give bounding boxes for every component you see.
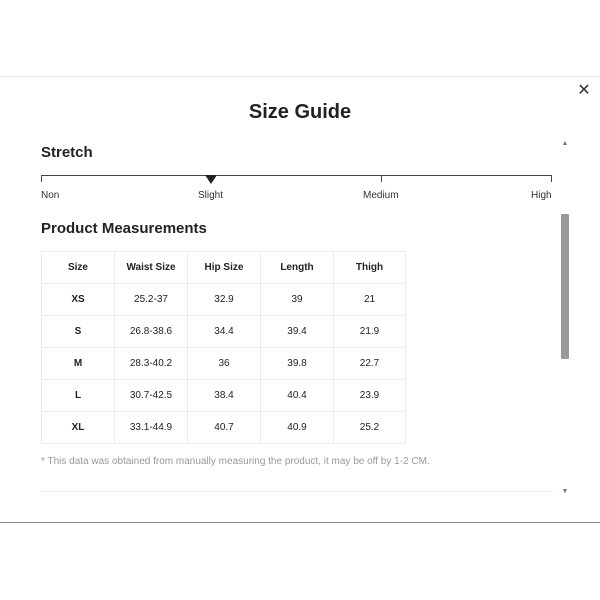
table-row [42,412,406,444]
cell-hip-size: 32.9 [188,284,261,316]
measurements-table [41,251,406,444]
table-row [42,284,406,316]
stretch-tick-medium [381,175,382,182]
cell-size: S [42,316,115,348]
size-guide-modal [0,76,600,523]
modal-content [41,77,553,522]
table-row [42,380,406,412]
cell-hip-size: 36 [188,348,261,380]
chevron-up-icon[interactable]: ▲ [561,140,569,147]
cell-thigh: 25.2 [334,412,406,444]
table-row [42,348,406,380]
stretch-label-non: Non [41,190,60,201]
modal-title: Size Guide [248,101,352,123]
cell-waist-size: 30.7-42.5 [115,380,188,412]
cell-length: 40.4 [261,380,334,412]
column-header-size: Size [42,252,115,284]
cell-waist-size: 28.3-40.2 [115,348,188,380]
cell-length: 39.4 [261,316,334,348]
table-row [42,316,406,348]
cell-size: XL [42,412,115,444]
section-divider [41,491,553,492]
table-header-row [42,252,406,284]
cell-hip-size: 40.7 [188,412,261,444]
cell-length: 40.9 [261,412,334,444]
cell-waist-size: 26.8-38.6 [115,316,188,348]
cell-hip-size: 34.4 [188,316,261,348]
cell-size: L [42,380,115,412]
stretch-title: Stretch [41,144,93,161]
close-icon[interactable]: ✕ [577,82,591,99]
product-measurements-title: Product Measurements [41,220,207,237]
cell-thigh: 21 [334,284,406,316]
column-header-hip-size: Hip Size [188,252,261,284]
cell-waist-size: 25.2-37 [115,284,188,316]
stretch-tick-high [551,175,552,182]
scrollbar-thumb[interactable] [561,214,569,359]
column-header-thigh: Thigh [334,252,406,284]
measurement-note: * This data was obtained from manually measuring the product, it may be off by 1-2 CM. [41,456,430,467]
cell-size: M [42,348,115,380]
stretch-scale-line [41,175,552,176]
cell-hip-size: 38.4 [188,380,261,412]
cell-length: 39.8 [261,348,334,380]
cell-length: 39 [261,284,334,316]
column-header-length: Length [261,252,334,284]
column-header-waist-size: Waist Size [115,252,188,284]
chevron-down-icon[interactable]: ▼ [561,488,569,495]
cell-thigh: 22.7 [334,348,406,380]
stretch-tick-non [41,175,42,182]
cell-thigh: 23.9 [334,380,406,412]
cell-waist-size: 33.1-44.9 [115,412,188,444]
stretch-label-high: High [531,190,552,201]
stretch-label-slight: Slight [198,190,224,201]
cell-size: XS [42,284,115,316]
stretch-scale [41,175,552,203]
triangle-down-icon [205,175,217,184]
stretch-label-medium: Medium [363,190,399,201]
cell-thigh: 21.9 [334,316,406,348]
